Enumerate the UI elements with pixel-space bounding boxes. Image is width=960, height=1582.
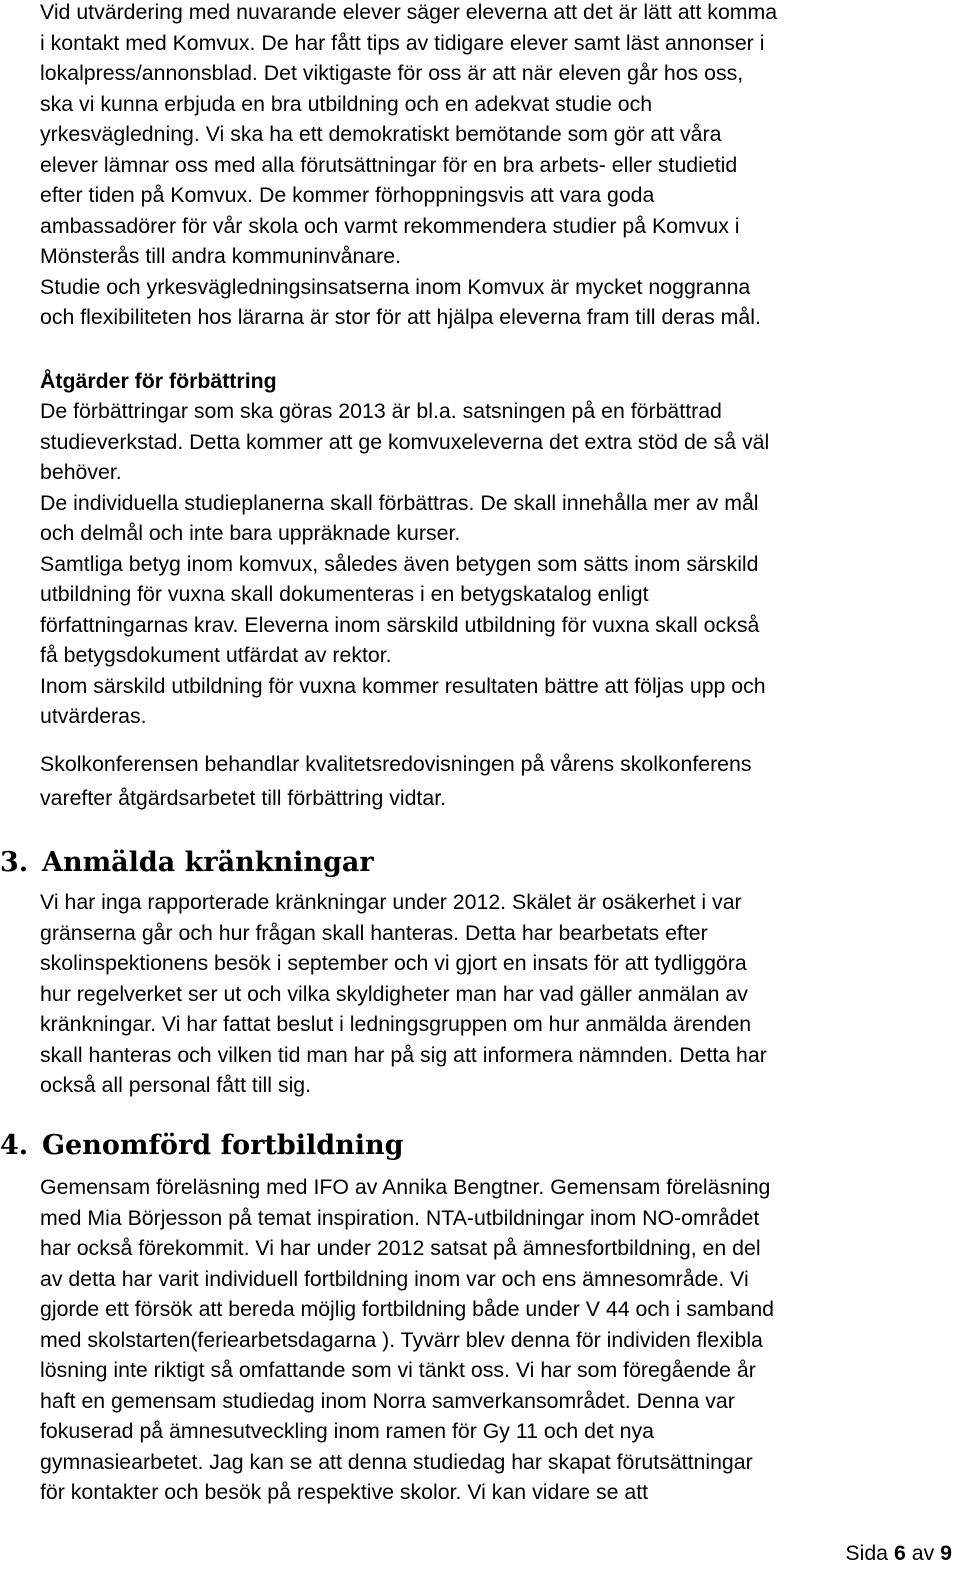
text-line: kränkningar. Vi har fattat beslut i ledningsgruppen om hur anmälda ärenden (40, 1012, 752, 1036)
text-line: elever lämnar oss med alla förutsättningar för en bra arbets- eller studietid (40, 152, 738, 177)
text-line: lokalpress/annonsblad. Det viktigaste för oss är att när eleven går hos oss, (40, 61, 744, 85)
text-line: skall hanteras och vilken tid man har på sig att informera nämnden. Detta har (40, 1042, 767, 1067)
text-line: hur regelverket ser ut och vilka skyldigheter man har vad gäller anmälan av (40, 981, 748, 1006)
measures-paragraph (40, 396, 769, 732)
text-line: med skolstarten(feriearbetsdagarna ). Tyvärr blev denna för individen flexibla (40, 1327, 763, 1352)
page-number-total: 9 (940, 1541, 952, 1565)
conference-paragraph (40, 749, 752, 814)
text-line: Studie och yrkesvägledningsinsatserna inom Komvux är mycket noggranna (40, 274, 751, 299)
text-line: Mönsterås till andra kommuninvånare. (40, 244, 402, 268)
text-line: Gemensam föreläsning med IFO av Annika Bengtner. Gemensam föreläsning (40, 1175, 771, 1199)
text-line: fokuserad på ämnesutveckling inom ramen för Gy 11 och det nya (40, 1419, 654, 1443)
text-line: De förbättringar som ska göras 2013 är bl.a. satsningen på en förbättrad (40, 399, 722, 423)
text-line: Inom särskild utbildning för vuxna kommer resultaten bättre att följas upp och (40, 673, 766, 698)
text-line: ska vi kunna erbjuda en bra utbildning och en adekvat studie och (40, 91, 653, 116)
section-4-paragraph (40, 1172, 774, 1508)
text-line: av detta har varit individuell fortbildning inom var och ens ämnesområde. Vi (40, 1266, 749, 1291)
text-line: gränserna går och hur frågan skall hanteras. Detta har bearbetats efter (40, 920, 708, 945)
text-line: i kontakt med Komvux. De har fått tips av tidigare elever samt läst annonser i (40, 30, 765, 55)
text-line: och delmål och inte bara uppräknade kurser. (40, 521, 461, 545)
section-heading-4 (0, 1128, 404, 1164)
measures-heading: Åtgärder för förbättring (40, 369, 277, 393)
text-line: och flexibiliteten hos lärarna är stor för att hjälpa eleverna fram till deras mål. (40, 305, 761, 329)
section-number: 3. (0, 847, 29, 878)
page-number-current: 6 (893, 1541, 906, 1565)
intro-paragraph (40, 0, 777, 333)
text-line: efter tiden på Komvux. De kommer förhoppningsvis att vara goda (40, 183, 655, 207)
section-number: 4. (0, 1130, 29, 1161)
text-line: De individuella studieplanerna skall förbättras. De skall innehålla mer av mål (40, 490, 759, 515)
text-line: ambassadörer för vår skola och varmt rekommendera studier på Komvux i (40, 213, 740, 238)
text-line: gjorde ett försök att bereda möjlig fortbildning både under V 44 och i samband (40, 1297, 775, 1321)
text-line: gymnasiearbetet. Jag kan se att denna studiedag har skapat förutsättningar (40, 1449, 753, 1474)
text-line: yrkesvägledning. Vi ska ha ett demokratiskt bemötande som gör att våra (40, 122, 722, 146)
text-line: med Mia Börjesson på temat inspiration. NTA-utbildningar inom NO-området (40, 1205, 760, 1230)
text-line: har också förekommit. Vi har under 2012 satsat på ämnesfortbildning, en del (40, 1236, 761, 1260)
page-number-prefix: Sida (845, 1541, 889, 1565)
text-line: studieverkstad. Detta kommer att ge komvuxeleverna det extra stöd de så väl (40, 429, 770, 454)
text-line: haft en gemensam studiedag inom Norra samverkansområdet. Denna var (40, 1388, 735, 1413)
section-title: Genomförd fortbildning (42, 1130, 404, 1161)
page-number-separator: av (911, 1541, 935, 1565)
text-line: lösning inte riktigt så omfattande som vi tänkt oss. Vi har som föregående år (40, 1358, 756, 1382)
section-heading-3 (0, 845, 374, 881)
text-line: behöver. (40, 460, 122, 484)
text-line: för kontakter och besök på respektive skolor. Vi kan vidare se att (40, 1480, 649, 1504)
text-line: författningarnas krav. Eleverna inom särskild utbildning för vuxna skall också (40, 612, 760, 637)
text-line: också all personal fått till sig. (40, 1073, 312, 1097)
text-line: skolinspektionens besök i september och vi gjort en insats för att tydliggöra (40, 951, 747, 975)
text-line: Skolkonferensen behandlar kvalitetsredovisningen på vårens skolkonferens (40, 752, 752, 776)
text-line: varefter åtgärdsarbetet till förbättring vidtar. (40, 786, 447, 810)
text-line: Vid utvärdering med nuvarande elever säger eleverna att det är lätt att komma (40, 0, 778, 24)
section-title: Anmälda kränkningar (42, 847, 374, 878)
page-number (845, 1538, 952, 1568)
text-line: få betygsdokument utfärdat av rektor. (40, 643, 392, 667)
text-line: Samtliga betyg inom komvux, således även betygen som sätts inom särskild (40, 551, 759, 576)
text-line: utvärderas. (40, 704, 147, 728)
text-line: utbildning för vuxna skall dokumenteras i en betygskatalog enligt (40, 582, 649, 606)
text-line: Vi har inga rapporterade kränkningar under 2012. Skälet är osäkerhet i var (40, 890, 742, 914)
section-3-paragraph (40, 887, 767, 1101)
